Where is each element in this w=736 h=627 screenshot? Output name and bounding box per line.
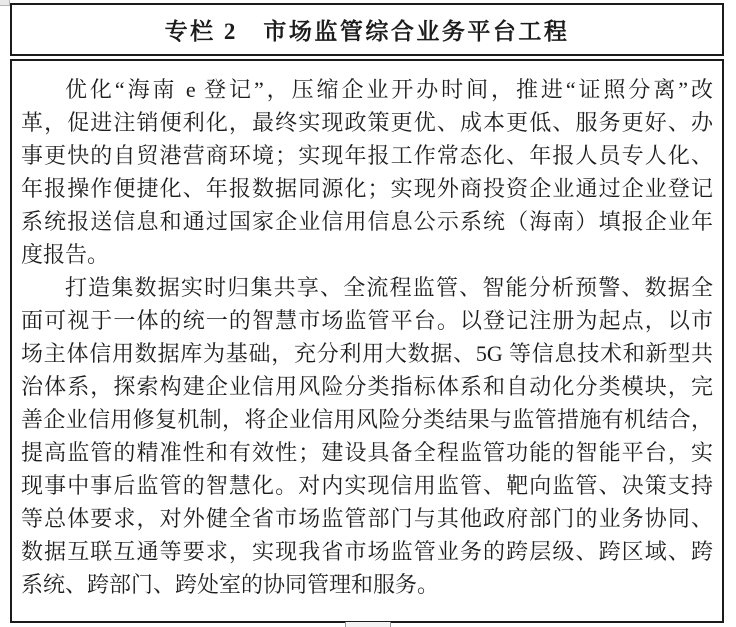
- body-text: [21, 73, 713, 601]
- paragraph: [21, 271, 713, 601]
- text-line: 提高监管的精准性和有效性；建设具备全程监管功能的智能平台，实: [21, 440, 713, 465]
- table-move-handle-artifact: [0, 0, 10, 6]
- text-line: 年报操作便捷化、年报数据同源化；实现外商投资企业通过企业登记: [21, 176, 713, 201]
- text-line: 治体系，探索构建企业信用风险分类指标体系和自动化分类模块，完: [21, 374, 713, 399]
- text-line: 场主体信用数据库为基础，充分利用大数据、5G 等信息技术和新型共: [21, 341, 713, 366]
- text-line: 打造集数据实时归集共享、全流程监管、智能分析预警、数据全: [65, 275, 713, 300]
- text-line: 革，促进注销便利化，最终实现政策更优、成本更低、服务更好、办: [21, 110, 713, 135]
- text-line: 优化“海南 e 登记”，压缩企业开办时间，推进“证照分离”改: [65, 77, 713, 102]
- text-line: 数据互联互通等要求，实现我省市场监管业务的跨层级、跨区域、跨: [21, 539, 713, 564]
- panel-title-box: [10, 3, 724, 56]
- table-resize-handle-artifact: [345, 622, 391, 627]
- panel-title: 专栏 2 市场监管综合业务平台工程: [164, 19, 570, 44]
- text-line: 面可视于一体的统一的智慧市场监管平台。以登记注册为起点，以市: [21, 308, 713, 333]
- text-line: 系统、跨部门、跨处室的协同管理和服务。: [21, 572, 440, 597]
- text-line: 等总体要求，对外健全省市场监管部门与其他政府部门的业务协同、: [21, 506, 713, 531]
- panel-body: [10, 59, 724, 623]
- text-line: 善企业信用修复机制，将企业信用风险分类结果与监管措施有机结合，: [21, 407, 713, 432]
- paragraph: [21, 73, 713, 271]
- text-line: 度报告。: [21, 242, 110, 267]
- text-line: 现事中事后监管的智慧化。对内实现信用监管、靶向监管、决策支持: [21, 473, 713, 498]
- text-line: 系统报送信息和通过国家企业信用信息公示系统（海南）填报企业年: [21, 209, 713, 234]
- text-line: 事更快的自贸港营商环境；实现年报工作常态化、年报人员专人化、: [21, 143, 713, 168]
